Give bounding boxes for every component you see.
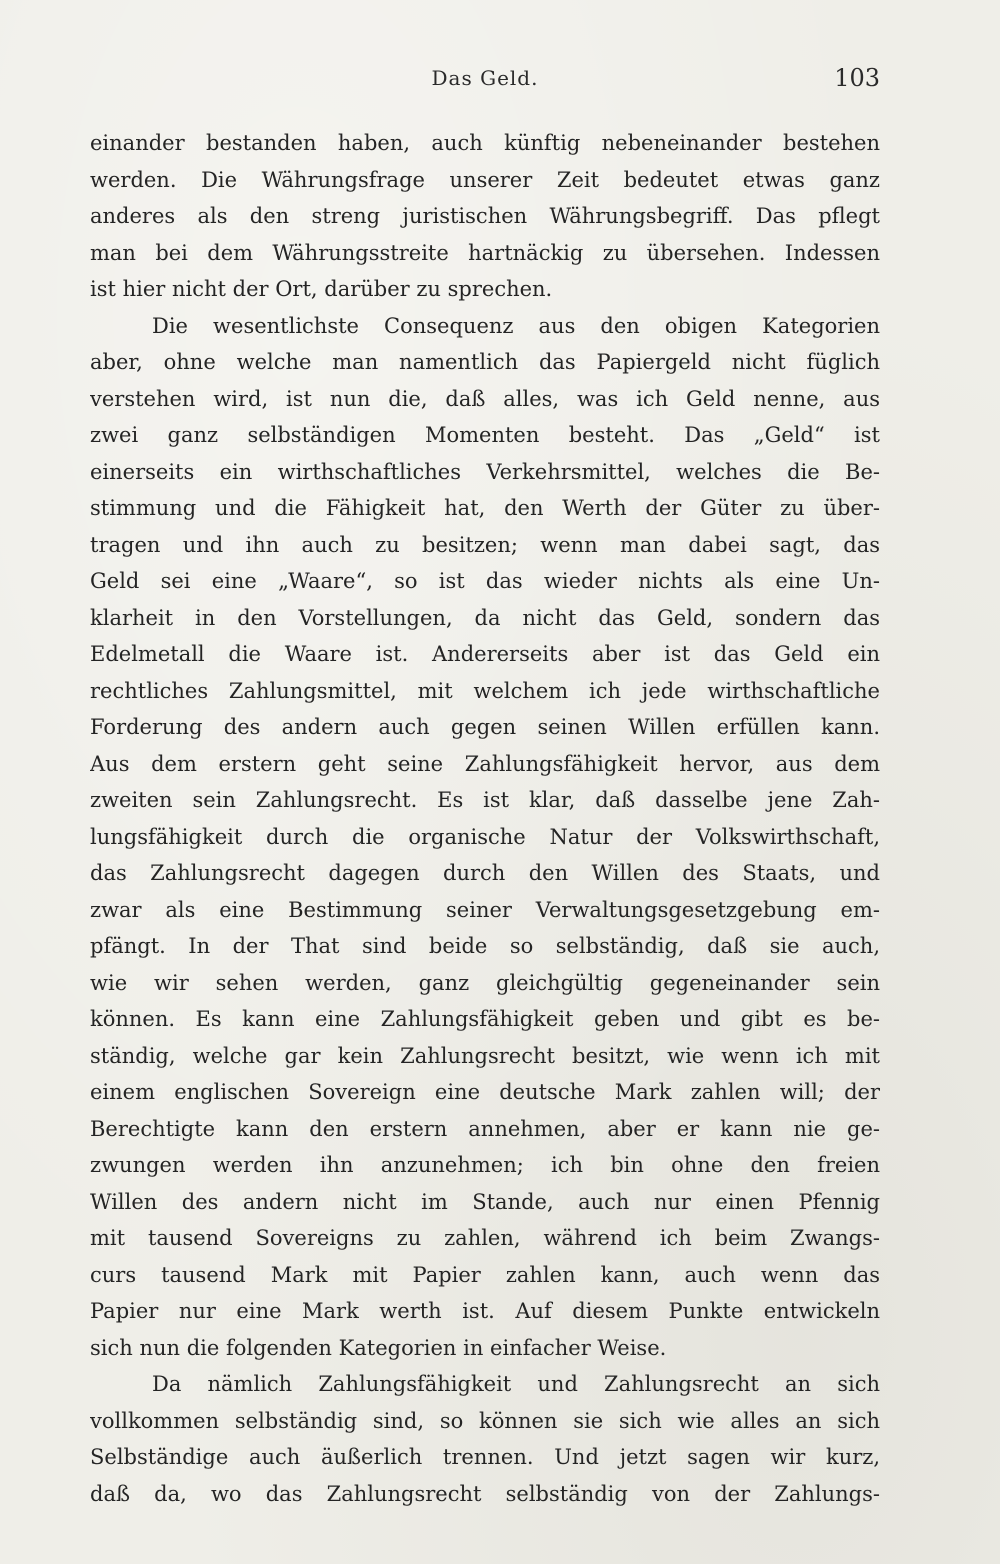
text-line: Aus dem erstern geht seine Zahlungsfähigkeit hervor, aus dem [90, 751, 880, 776]
text-line: zwei ganz selbständigen Momenten besteht. Das „Geld“ ist [90, 423, 880, 447]
text-line: Die wesentlichste Consequenz aus den obigen Kategorien [152, 313, 880, 338]
text-line: Selbständige auch äußerlich trennen. Und jetzt sagen wir kurz, [90, 1445, 880, 1469]
text-line: verstehen wird, ist nun die, daß alles, was ich Geld nenne, aus [90, 386, 880, 411]
text-line: Papier nur eine Mark werth ist. Auf diesem Punkte entwickeln [90, 1299, 880, 1323]
text-line: wie wir sehen werden, ganz gleichgültig gegeneinander sein [90, 970, 880, 995]
body-text [90, 125, 880, 1512]
text-line: Willen des andern nicht im Stande, auch nur einen Pfennig [90, 1189, 880, 1214]
text-line: einerseits ein wirthschaftliches Verkehrsmittel, welches die Be- [90, 459, 880, 484]
text-line: sich nun die folgenden Kategorien in einfacher Weise. [90, 1335, 667, 1360]
text-line: ist hier nicht der Ort, darüber zu sprechen. [90, 277, 553, 301]
text-line: Edelmetall die Waare ist. Andererseits aber ist das Geld ein [90, 642, 880, 666]
text-line: zweiten sein Zahlungsrecht. Es ist klar, daß dasselbe jene Zah- [90, 788, 880, 812]
text-line: mit tausend Sovereigns zu zahlen, während ich beim Zwangs- [90, 1226, 880, 1250]
text-line: einem englischen Sovereign eine deutsche Mark zahlen will; der [90, 1080, 880, 1104]
text-line: anderes als den streng juristischen Währungsbegriff. Das pflegt [90, 204, 880, 228]
text-line: zwar als eine Bestimmung seiner Verwaltungsgesetzgebung em- [90, 897, 880, 922]
text-line: daß da, wo das Zahlungsrecht selbständig von der Zahlungs- [90, 1481, 880, 1506]
text-line: zwungen werden ihn anzunehmen; ich bin ohne den freien [90, 1153, 880, 1177]
running-title: Das Geld. [431, 66, 539, 90]
text-line: lungsfähigkeit durch die organische Natur der Volkswirthschaft, [90, 824, 880, 849]
text-line: klarheit in den Vorstellungen, da nicht das Geld, sondern das [90, 605, 880, 630]
page-header [90, 62, 880, 96]
text-line: curs tausend Mark mit Papier zahlen kann, auch wenn das [90, 1262, 880, 1287]
page-number: 103 [834, 64, 880, 92]
text-line: pfängt. In der That sind beide so selbständig, daß sie auch, [90, 934, 880, 958]
text-line: vollkommen selbständig sind, so können sie sich wie alles an sich [90, 1408, 880, 1433]
text-line: einander bestanden haben, auch künftig nebeneinander bestehen [90, 131, 880, 155]
text-line: tragen und ihn auch zu besitzen; wenn man dabei sagt, das [90, 532, 880, 557]
text-line: Da nämlich Zahlungsfähigkeit und Zahlungsrecht an sich [152, 1372, 880, 1396]
text-line: werden. Die Währungsfrage unserer Zeit bedeutet etwas ganz [90, 167, 880, 192]
text-line: können. Es kann eine Zahlungsfähigkeit geben und gibt es be- [90, 1007, 880, 1031]
text-line: man bei dem Währungsstreite hartnäckig zu übersehen. Indessen [90, 240, 880, 265]
text-line: Geld sei eine „Waare“, so ist das wieder nichts als eine Un- [90, 569, 880, 593]
text-line: das Zahlungsrecht dagegen durch den Willen des Staats, und [90, 861, 880, 885]
text-line: Berechtigte kann den erstern annehmen, aber er kann nie ge- [90, 1116, 880, 1141]
text-line: ständig, welche gar kein Zahlungsrecht besitzt, wie wenn ich mit [90, 1043, 880, 1068]
text-line: rechtliches Zahlungsmittel, mit welchem ich jede wirthschaftliche [90, 678, 880, 703]
text-line: stimmung und die Fähigkeit hat, den Werth der Güter zu über- [90, 496, 880, 520]
text-line: Forderung des andern auch gegen seinen Willen erfüllen kann. [90, 715, 880, 739]
text-line: aber, ohne welche man namentlich das Papiergeld nicht füglich [90, 350, 880, 374]
